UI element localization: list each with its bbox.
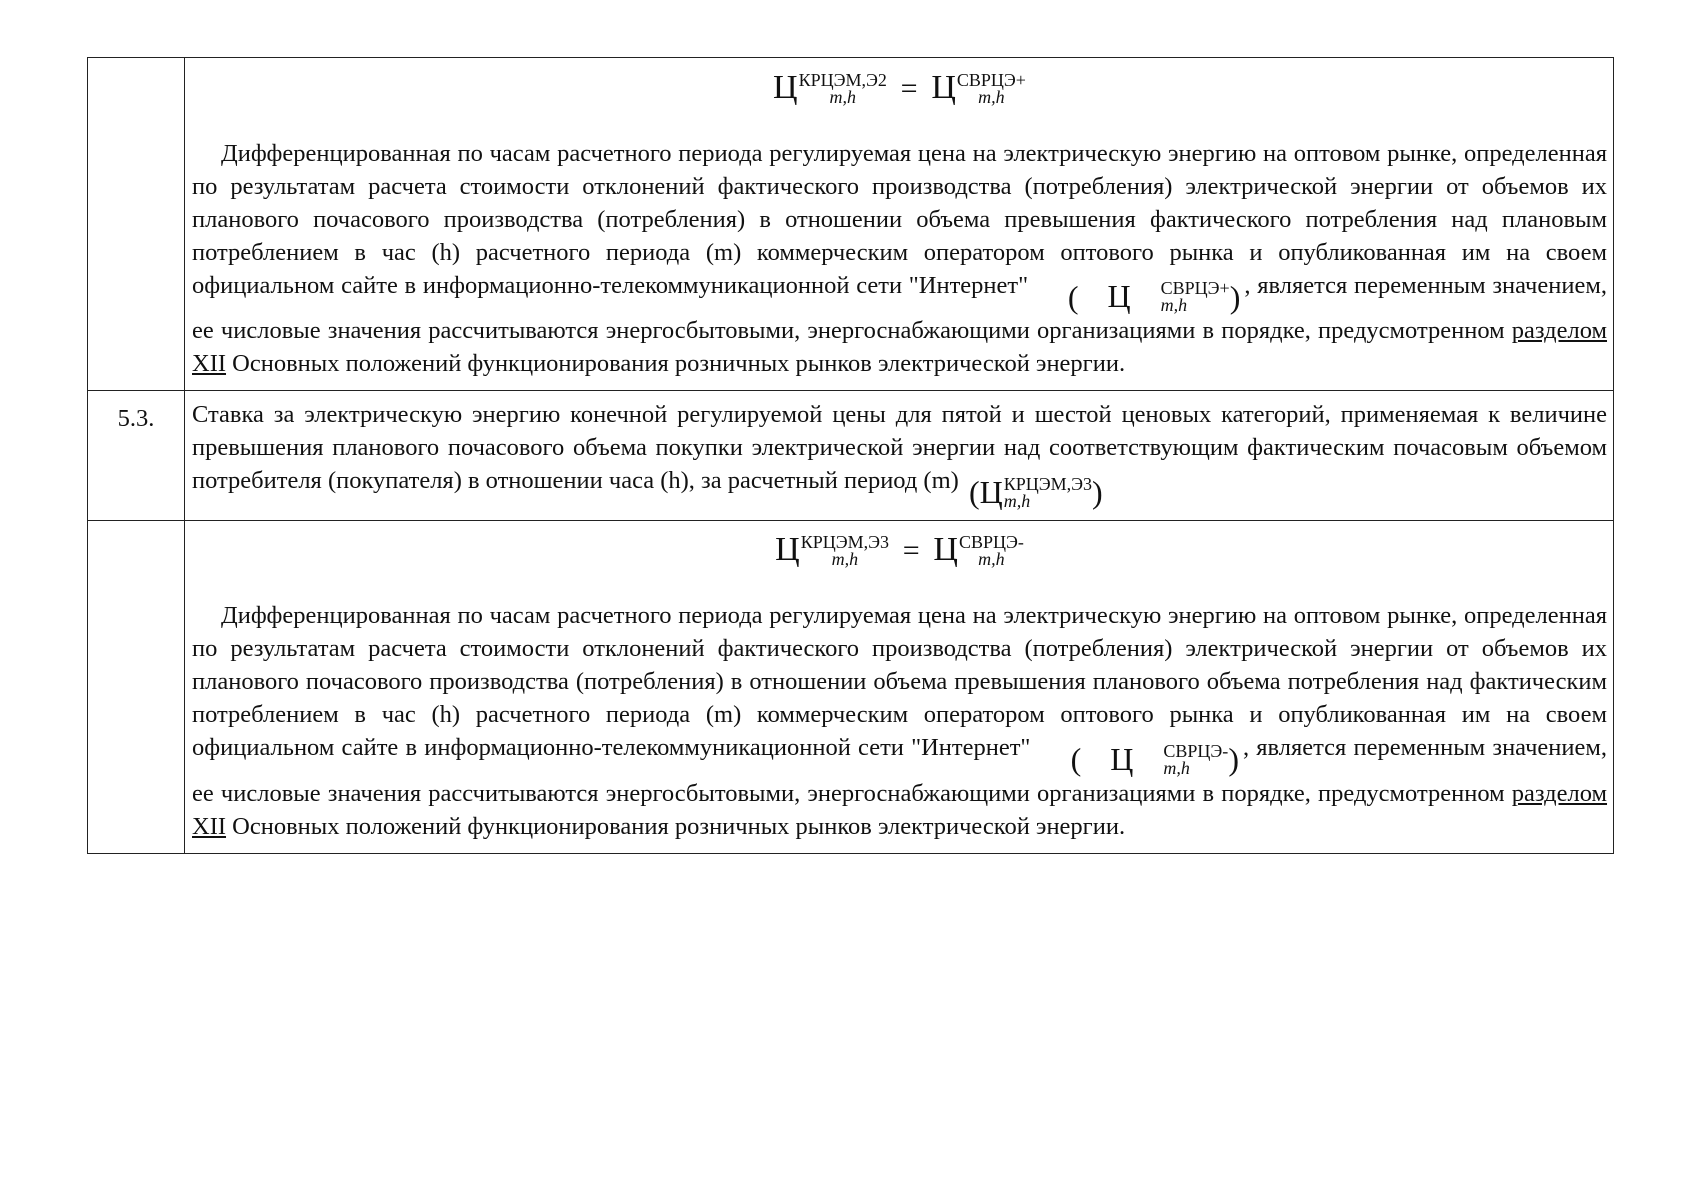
table-row [88, 58, 1614, 391]
inline-price-symbol: ( Ц СВРЦЭ+ m,h ) [1067, 278, 1241, 316]
formula-krcem-e3 [192, 531, 1607, 570]
formula-cell [185, 58, 1614, 391]
formula-krcem-e2 [192, 68, 1607, 107]
formula-explanation: Дифференцированная по часам расчетного периода регулируемая цена на электрическую энергию на оптовом рынке, определенная по результатам расчета стоимости отклонений фактического производства (потребления) электрической энергии от объемов их планового почасового производства (потребления) в отношении объема превышения фактического потребления над плановым потреблением в час (h) расчетного периода (m) коммерческим оператором оптового рынка и опубликованная им на своем официальном сайте в информационно-телекоммуникационной сети "Интернет" ( Ц СВРЦЭ+ m,h ) , является переменным значением, ее числовые значения рассчитываются энергосбытовыми, энергоснабжающими организациями в порядке, предусмотренном разделом XII Основных положений функционирования розничных рынков электрической энергии. [192, 139, 1608, 378]
row-number: 5.3. [88, 391, 185, 520]
formula-cell [185, 520, 1614, 853]
inline-price-symbol: ( Ц СВРЦЭ- m,h ) [1070, 740, 1239, 778]
row-number-cell-empty [88, 58, 185, 391]
formula-lhs-symbol: Ц КРЦЭМ,Э2 m,h [773, 68, 887, 107]
item-definition: Ставка за электрическую энергию конечной регулируемой цены для пятой и шестой ценовых категорий, применяемая к величине превышения планового почасового объема покупки электрической энергии над соответствующим фактическим почасовым объемом потребителя (покупателя) в отношении часа (h), за расчетный период (m) ( Ц КРЦЭМ,Э3 m,h ) [185, 391, 1614, 520]
formula-explanation: Дифференцированная по часам расчетного периода регулируемая цена на электрическую энергию на оптовом рынке, определенная по результатам расчета стоимости отклонений фактического производства (потребления) электрической энергии от объемов их планового почасового производства (потребления) в отношении объема превышения планового объема потребления над фактическим потреблением в час (h) расчетного периода (m) коммерческим оператором оптового рынка и опубликованная им на своем официальном сайте в информационно-телекоммуникационной сети "Интернет" ( Ц СВРЦЭ- m,h ) , является переменным значением, ее числовые значения рассчитываются энергосбытовыми, энергоснабжающими организациями в порядке, предусмотренном разделом XII Основных положений функционирования розничных рынков электрической энергии. [192, 602, 1608, 840]
formula-lhs-symbol: Ц КРЦЭМ,Э3 m,h [775, 531, 889, 570]
formula-rhs-symbol: Ц СВРЦЭ- m,h [933, 531, 1024, 570]
table-row [88, 520, 1614, 853]
section-xii-link[interactable]: разделом XII [192, 317, 1608, 378]
inline-price-symbol: ( Ц КРЦЭМ,Э3 m,h ) [968, 473, 1103, 511]
section-xii-link[interactable]: разделом XII [192, 779, 1608, 840]
formula-rhs-symbol: Ц СВРЦЭ+ m,h [931, 68, 1026, 107]
table-row [88, 391, 1614, 520]
equals-sign: = [900, 71, 918, 105]
regulation-table [87, 57, 1614, 854]
row-number-cell-empty [88, 520, 185, 853]
equals-sign: = [902, 534, 920, 568]
